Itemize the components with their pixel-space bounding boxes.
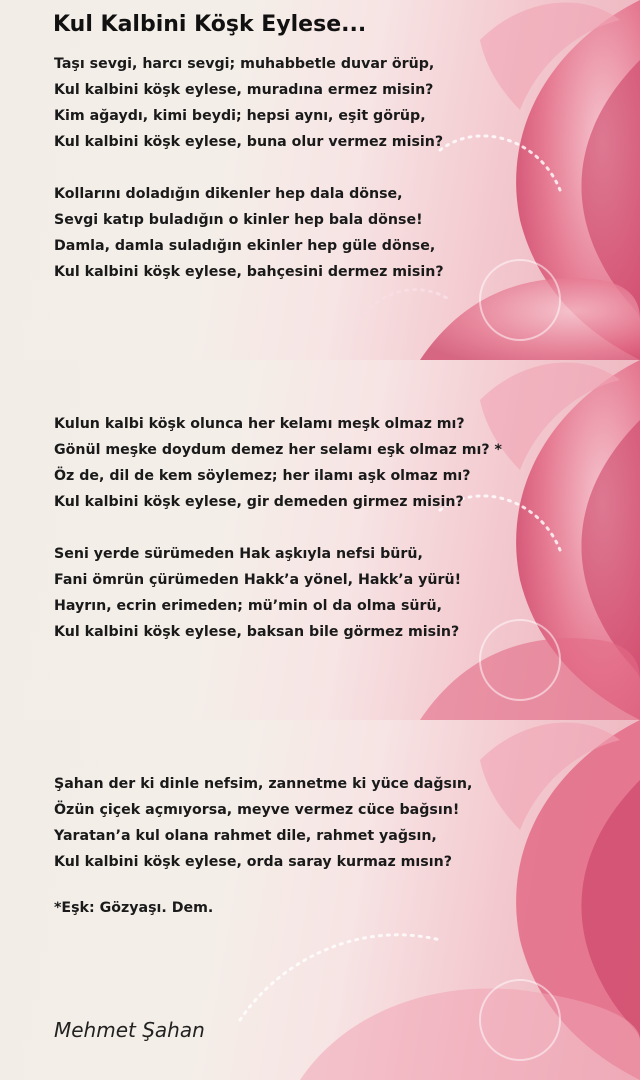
poem-line: Kim ağaydı, kimi beydi; hepsi aynı, eşit görüp, bbox=[54, 108, 426, 124]
stanza-2 bbox=[54, 181, 444, 285]
author-name: Mehmet Şahan bbox=[54, 1018, 205, 1042]
poem-line: Kul kalbini köşk eylese, muradına ermez misin? bbox=[54, 82, 434, 98]
poem-line: Şahan der ki dinle nefsim, zannetme ki yüce dağsın, bbox=[54, 776, 473, 792]
stanza-1 bbox=[54, 51, 443, 155]
poem-title: Kul Kalbini Köşk Eylese... bbox=[53, 12, 367, 37]
footnote: *Eşk: Gözyaşı. Dem. bbox=[54, 900, 214, 916]
poem-line: Yaratan’a kul olana rahmet dile, rahmet yağsın, bbox=[54, 828, 437, 844]
poem-line: Sevgi katıp buladığın o kinler hep bala dönse! bbox=[54, 212, 423, 228]
poem-line: Seni yerde sürümeden Hak aşkıyla nefsi bürü, bbox=[54, 546, 423, 562]
poem-line: Kul kalbini köşk eylese, gir demeden girmez misin? bbox=[54, 494, 464, 510]
poem-line: Öz de, dil de kem söylemez; her ilamı aşk olmaz mı? bbox=[54, 468, 471, 484]
poem-line: Fani ömrün çürümeden Hakk’a yönel, Hakk’a yürü! bbox=[54, 572, 462, 588]
poem-line: Taşı sevgi, harcı sevgi; muhabbetle duvar örüp, bbox=[54, 56, 435, 72]
poem-line: Hayrın, ecrin erimeden; mü’min ol da olma sürü, bbox=[54, 598, 442, 614]
poem-line: Özün çiçek açmıyorsa, meyve vermez cüce bağsın! bbox=[54, 802, 460, 818]
stanza-5 bbox=[54, 771, 472, 875]
poem-line: Damla, damla suladığın ekinler hep güle dönse, bbox=[54, 238, 436, 254]
poem-line: Kul kalbini köşk eylese, bahçesini dermez misin? bbox=[54, 264, 444, 280]
poem-line: Kul kalbini köşk eylese, orda saray kurmaz mısın? bbox=[54, 854, 452, 870]
poem-line: Kulun kalbi köşk olunca her kelamı meşk olmaz mı? bbox=[54, 416, 465, 432]
poem-line: Kollarını doladığın dikenler hep dala dönse, bbox=[54, 186, 403, 202]
stanza-4 bbox=[54, 541, 461, 645]
poem-line: Kul kalbini köşk eylese, buna olur vermez misin? bbox=[54, 134, 444, 150]
stanza-3 bbox=[54, 411, 502, 515]
poem-line: Gönül meşke doydum demez her selamı eşk olmaz mı? * bbox=[54, 442, 502, 458]
poem-line: Kul kalbini köşk eylese, baksan bile görmez misin? bbox=[54, 624, 460, 640]
